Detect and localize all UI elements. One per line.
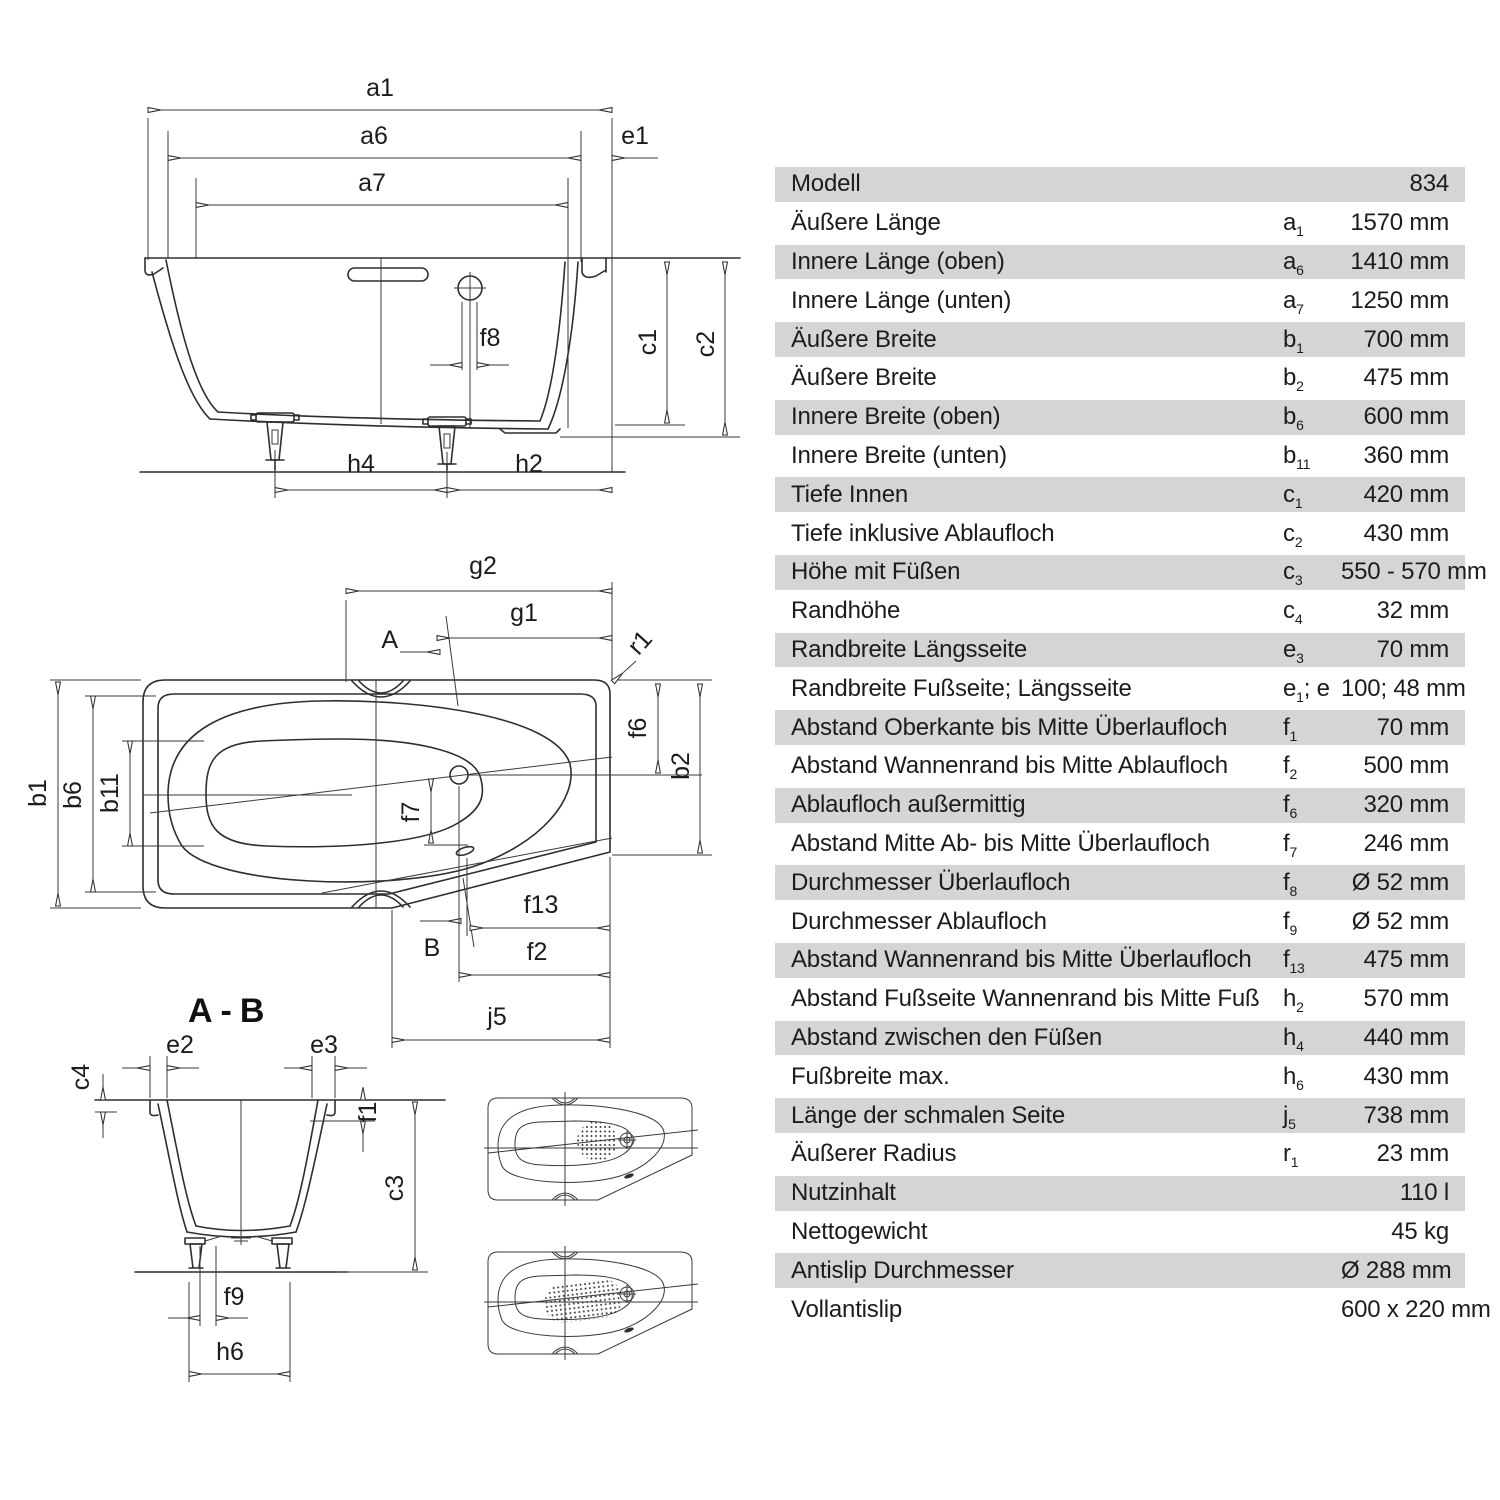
row-label: Randbreite Längsseite — [791, 635, 1027, 663]
table-row — [775, 631, 1465, 670]
row-value: 420 mm — [1363, 480, 1449, 508]
row-value: 246 mm — [1363, 829, 1449, 857]
row-label: Höhe mit Füßen — [791, 558, 961, 586]
dim-label-b2: b2 — [667, 752, 695, 780]
section-title: A-B — [188, 992, 273, 1030]
row-symbol: $a_1$ — [1283, 209, 1304, 239]
row-value: 600 x 220 mm — [1341, 1295, 1491, 1323]
dim-label-e3: e3 — [310, 1031, 338, 1059]
spec-table — [775, 165, 1491, 1329]
table-row — [775, 1057, 1465, 1096]
table-row — [775, 243, 1465, 282]
row-label: Modell — [791, 170, 861, 198]
dim-label-f8: f8 — [479, 324, 501, 352]
section-label-b: B — [423, 934, 441, 962]
table-row — [775, 941, 1465, 980]
row-symbol: $h_4$ — [1283, 1023, 1304, 1054]
antislip-round-area — [577, 1121, 617, 1161]
row-value: 700 mm — [1363, 325, 1449, 353]
row-label: Äußerer Radius — [791, 1140, 957, 1168]
table-row — [775, 708, 1465, 747]
row-label: Abstand Wannenrand bis Mitte Überlaufloch — [791, 946, 1252, 974]
antislip-round-thumbnail — [484, 1092, 698, 1206]
table-row — [775, 747, 1465, 786]
row-value: 70 mm — [1376, 635, 1449, 663]
row-value: 1410 mm — [1350, 247, 1449, 275]
table-row — [775, 1213, 1465, 1252]
table-row — [775, 165, 1465, 204]
side-view-drawing — [140, 74, 740, 498]
table-row — [775, 902, 1465, 941]
row-symbol: $h_2$ — [1283, 985, 1304, 1015]
table-row — [775, 514, 1465, 553]
row-label: Antislip Durchmesser — [791, 1256, 1014, 1284]
row-label: Fußbreite max. — [791, 1062, 950, 1090]
row-label: Nettogewicht — [791, 1217, 928, 1245]
dim-label-g1: g1 — [510, 599, 538, 627]
row-symbol: $a_7$ — [1283, 286, 1304, 317]
row-label: Ablaufloch außermittig — [791, 791, 1026, 819]
row-label: Randhöhe — [791, 597, 901, 625]
row-value: 1250 mm — [1350, 286, 1449, 314]
dim-label-j5: j5 — [487, 1003, 507, 1031]
row-value: 475 mm — [1363, 946, 1449, 974]
dim-label-c1: c1 — [634, 328, 662, 356]
row-symbol: $h_6$ — [1283, 1062, 1304, 1093]
row-value: 600 mm — [1363, 403, 1449, 431]
row-label: Abstand Mitte Ab- bis Mitte Überlaufloch — [791, 829, 1210, 857]
antislip-full-area — [543, 1278, 623, 1325]
row-value: 45 kg — [1391, 1217, 1449, 1245]
table-row — [775, 825, 1465, 864]
dim-label-c4: c4 — [67, 1063, 95, 1091]
row-value: 430 mm — [1363, 1062, 1449, 1090]
row-label: Durchmesser Ablaufloch — [791, 907, 1047, 935]
row-label: Innere Länge (unten) — [791, 286, 1012, 314]
row-label: Abstand zwischen den Füßen — [791, 1023, 1102, 1051]
table-row — [775, 863, 1465, 902]
row-symbol: $b_2$ — [1283, 364, 1304, 395]
dim-label-a7: a7 — [358, 169, 386, 197]
row-symbol: $f_6$ — [1283, 791, 1298, 821]
dim-label-a6: a6 — [360, 122, 388, 150]
table-row — [775, 475, 1465, 514]
row-symbol: $r_1$ — [1283, 1140, 1299, 1171]
table-row — [775, 320, 1465, 359]
row-symbol: $e_3$ — [1283, 635, 1304, 666]
dim-label-a1: a1 — [366, 74, 394, 102]
table-row — [775, 281, 1465, 320]
row-value: 320 mm — [1363, 791, 1449, 819]
row-value: 23 mm — [1376, 1140, 1449, 1168]
row-symbol: $f_9$ — [1283, 907, 1298, 938]
dim-label-f7: f7 — [397, 801, 425, 823]
table-row — [775, 1251, 1465, 1290]
table-row — [775, 398, 1465, 437]
row-label: Innere Länge (oben) — [791, 247, 1005, 275]
section-label-a: A — [381, 626, 398, 654]
dim-label-e1: e1 — [621, 122, 649, 150]
row-symbol: $a_6$ — [1283, 247, 1304, 278]
dim-label-c2: c2 — [692, 330, 720, 358]
table-row — [775, 1290, 1491, 1329]
dim-label-h6: h6 — [216, 1338, 244, 1366]
overflow-hole-icon — [455, 845, 474, 857]
row-symbol: $c_2$ — [1283, 519, 1303, 550]
overflow-hole-icon — [454, 272, 486, 304]
row-label: Abstand Oberkante bis Mitte Überlaufloch — [791, 713, 1228, 741]
row-symbol: $f_2$ — [1283, 752, 1298, 783]
antislip-full-thumbnail — [484, 1246, 698, 1360]
plan-view-drawing — [24, 552, 712, 1048]
row-symbol: $f_7$ — [1283, 829, 1298, 860]
dim-label-b1: b1 — [24, 779, 52, 807]
grip-recess — [352, 681, 410, 907]
table-row — [775, 553, 1487, 592]
row-value: Ø 288 mm — [1341, 1256, 1452, 1284]
dim-label-b11: b11 — [96, 773, 124, 813]
dim-label-h2: h2 — [515, 450, 543, 478]
table-row — [775, 786, 1465, 825]
row-value: 110 l — [1399, 1179, 1449, 1207]
row-value: 500 mm — [1363, 752, 1449, 780]
row-value: 550 - 570 mm — [1341, 558, 1487, 586]
row-value: 475 mm — [1363, 364, 1449, 392]
dim-label-f2: f2 — [526, 938, 548, 966]
dim-label-r1: r1 — [622, 625, 658, 661]
row-label: Randbreite Fußseite; Längsseite — [791, 674, 1132, 702]
row-symbol: $c_3$ — [1283, 558, 1303, 589]
row-label: Tiefe inklusive Ablaufloch — [791, 519, 1055, 547]
row-label: Vollantislip — [791, 1295, 903, 1323]
dim-label-f1: f1 — [354, 1101, 382, 1123]
row-value: 440 mm — [1363, 1023, 1449, 1051]
row-label: Äußere Breite — [791, 325, 937, 353]
table-row — [775, 592, 1465, 631]
row-value: Ø 52 mm — [1351, 907, 1449, 935]
row-symbol: $b_{11}$ — [1283, 441, 1311, 472]
row-value: 834 — [1409, 170, 1449, 198]
row-label: Nutzinhalt — [791, 1179, 896, 1207]
table-row — [775, 359, 1465, 398]
row-label: Äußere Länge — [791, 209, 941, 237]
section-ab-drawing — [67, 992, 445, 1382]
row-value: 570 mm — [1363, 985, 1449, 1013]
table-row — [775, 669, 1465, 708]
dim-label-b6: b6 — [59, 781, 87, 809]
row-value: 738 mm — [1363, 1101, 1449, 1129]
row-label: Länge der schmalen Seite — [791, 1101, 1066, 1129]
row-symbol: $c_1$ — [1283, 480, 1303, 511]
row-label: Innere Breite (oben) — [791, 403, 1001, 431]
row-value: 430 mm — [1363, 519, 1449, 547]
dim-label-c3: c3 — [381, 1174, 409, 1202]
row-label: Abstand Wannenrand bis Mitte Ablaufloch — [791, 752, 1228, 780]
row-value: 1570 mm — [1350, 209, 1449, 237]
table-row — [775, 204, 1465, 243]
row-symbol: $e_1$; e — [1283, 674, 1330, 705]
table-row — [775, 980, 1465, 1019]
row-symbol: $b_1$ — [1283, 325, 1304, 356]
row-value: 70 mm — [1376, 713, 1449, 741]
table-row — [775, 1135, 1465, 1174]
table-row — [775, 1174, 1465, 1213]
row-value: 100; 48 mm — [1341, 674, 1466, 702]
row-label: Durchmesser Überlaufloch — [791, 868, 1071, 896]
dim-label-g2: g2 — [469, 552, 497, 580]
row-symbol: $f_1$ — [1283, 713, 1298, 744]
row-label: Innere Breite (unten) — [791, 441, 1007, 469]
table-row — [775, 1019, 1465, 1058]
row-value: Ø 52 mm — [1351, 868, 1449, 896]
row-symbol: $c_4$ — [1283, 597, 1303, 627]
row-symbol: $b_6$ — [1283, 403, 1304, 433]
table-row — [775, 1096, 1465, 1135]
grip-handle — [348, 268, 428, 281]
dim-label-h4: h4 — [347, 450, 375, 478]
row-symbol: $f_8$ — [1283, 868, 1298, 899]
row-label: Äußere Breite — [791, 364, 937, 392]
row-value: 32 mm — [1376, 597, 1449, 625]
row-symbol: $f_{13}$ — [1283, 946, 1305, 977]
row-symbol: $j_5$ — [1283, 1101, 1296, 1132]
dim-label-f13: f13 — [523, 891, 559, 919]
dim-label-f9: f9 — [223, 1283, 245, 1311]
dim-label-e2: e2 — [166, 1031, 194, 1059]
dim-label-f6: f6 — [624, 717, 652, 739]
row-value: 360 mm — [1363, 441, 1449, 469]
table-row — [775, 437, 1465, 476]
row-label: Abstand Fußseite Wannenrand bis Mitte Fuß — [791, 985, 1260, 1013]
row-label: Tiefe Innen — [791, 480, 908, 508]
